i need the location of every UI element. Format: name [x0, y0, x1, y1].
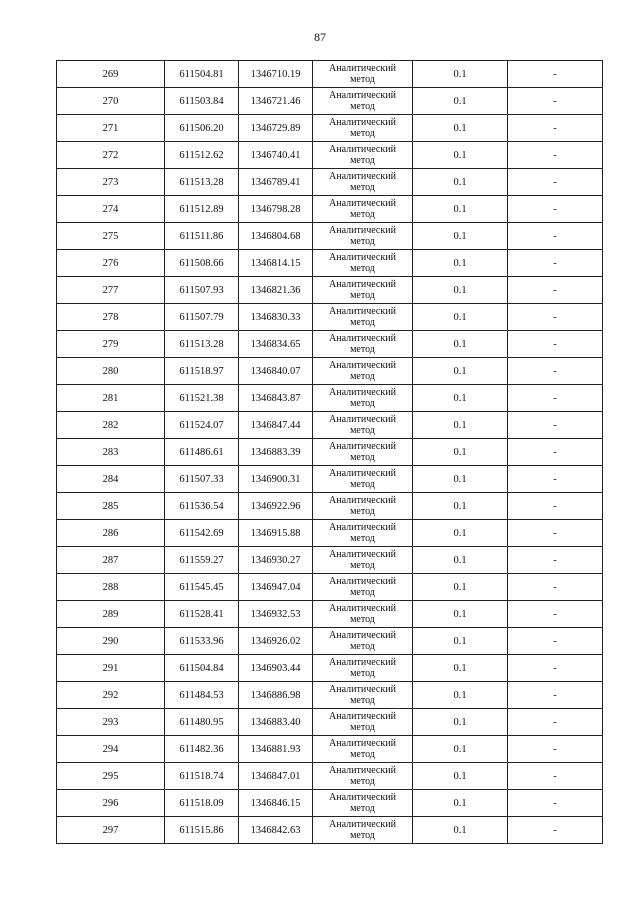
point-number-cell: 270: [57, 88, 165, 115]
point-number-cell: 269: [57, 61, 165, 88]
table-row: [57, 169, 603, 196]
point-number-cell: 292: [57, 682, 165, 709]
table-row: [57, 709, 603, 736]
point-number-cell: 277: [57, 277, 165, 304]
table-row: [57, 196, 603, 223]
method-text-line: метод: [350, 776, 375, 787]
method-text-line: Аналитический: [329, 765, 396, 776]
x-coordinate-cell: 611511.86: [165, 223, 239, 250]
method-text-line: метод: [350, 182, 375, 193]
accuracy-cell: 0.1: [413, 736, 508, 763]
y-coordinate-cell: 1346932.53: [239, 601, 313, 628]
point-number-cell: 294: [57, 736, 165, 763]
table-row: [57, 736, 603, 763]
note-cell: -: [508, 385, 603, 412]
x-coordinate-cell: 611518.74: [165, 763, 239, 790]
table-row: [57, 358, 603, 385]
y-coordinate-cell: 1346846.15: [239, 790, 313, 817]
point-number-cell: 285: [57, 493, 165, 520]
x-coordinate-cell: 611524.07: [165, 412, 239, 439]
table-row: [57, 763, 603, 790]
table-row: [57, 115, 603, 142]
note-cell: -: [508, 682, 603, 709]
method-text-line: метод: [350, 209, 375, 220]
x-coordinate-cell: 611515.86: [165, 817, 239, 844]
x-coordinate-cell: 611536.54: [165, 493, 239, 520]
method-text-line: метод: [350, 803, 375, 814]
table-row: [57, 250, 603, 277]
accuracy-cell: 0.1: [413, 628, 508, 655]
accuracy-cell: 0.1: [413, 709, 508, 736]
method-text-line: Аналитический: [329, 171, 396, 182]
point-number-cell: 279: [57, 331, 165, 358]
method-text-line: Аналитический: [329, 711, 396, 722]
method-cell: [313, 601, 413, 628]
accuracy-cell: 0.1: [413, 682, 508, 709]
table-row: [57, 61, 603, 88]
method-cell: [313, 88, 413, 115]
accuracy-cell: 0.1: [413, 196, 508, 223]
note-cell: -: [508, 817, 603, 844]
point-number-cell: 289: [57, 601, 165, 628]
method-text-line: Аналитический: [329, 468, 396, 479]
method-text-line: метод: [350, 236, 375, 247]
x-coordinate-cell: 611512.62: [165, 142, 239, 169]
method-text-line: метод: [350, 560, 375, 571]
method-cell: [313, 196, 413, 223]
table-body: [57, 61, 603, 844]
method-cell: [313, 709, 413, 736]
table-row: [57, 790, 603, 817]
point-number-cell: 271: [57, 115, 165, 142]
x-coordinate-cell: 611484.53: [165, 682, 239, 709]
method-text-line: Аналитический: [329, 144, 396, 155]
point-number-cell: 291: [57, 655, 165, 682]
y-coordinate-cell: 1346830.33: [239, 304, 313, 331]
table-row: [57, 520, 603, 547]
accuracy-cell: 0.1: [413, 169, 508, 196]
note-cell: -: [508, 601, 603, 628]
method-text-line: метод: [350, 344, 375, 355]
method-text-line: Аналитический: [329, 333, 396, 344]
method-text-line: метод: [350, 668, 375, 679]
note-cell: -: [508, 574, 603, 601]
note-cell: -: [508, 493, 603, 520]
x-coordinate-cell: 611545.45: [165, 574, 239, 601]
note-cell: -: [508, 142, 603, 169]
method-cell: [313, 115, 413, 142]
table-row: [57, 142, 603, 169]
method-cell: [313, 304, 413, 331]
x-coordinate-cell: 611507.79: [165, 304, 239, 331]
point-number-cell: 283: [57, 439, 165, 466]
method-text-line: метод: [350, 263, 375, 274]
note-cell: -: [508, 277, 603, 304]
accuracy-cell: 0.1: [413, 277, 508, 304]
note-cell: -: [508, 358, 603, 385]
method-text-line: Аналитический: [329, 117, 396, 128]
method-text-line: Аналитический: [329, 441, 396, 452]
method-text-line: метод: [350, 587, 375, 598]
method-cell: [313, 493, 413, 520]
point-number-cell: 278: [57, 304, 165, 331]
point-number-cell: 295: [57, 763, 165, 790]
x-coordinate-cell: 611504.81: [165, 61, 239, 88]
method-text-line: Аналитический: [329, 225, 396, 236]
y-coordinate-cell: 1346814.15: [239, 250, 313, 277]
method-cell: [313, 682, 413, 709]
method-text-line: Аналитический: [329, 279, 396, 290]
method-text-line: метод: [350, 506, 375, 517]
method-text-line: Аналитический: [329, 414, 396, 425]
y-coordinate-cell: 1346729.89: [239, 115, 313, 142]
method-cell: [313, 628, 413, 655]
y-coordinate-cell: 1346930.27: [239, 547, 313, 574]
accuracy-cell: 0.1: [413, 520, 508, 547]
accuracy-cell: 0.1: [413, 358, 508, 385]
point-number-cell: 282: [57, 412, 165, 439]
point-number-cell: 275: [57, 223, 165, 250]
coordinates-table: [56, 60, 603, 844]
accuracy-cell: 0.1: [413, 655, 508, 682]
method-cell: [313, 466, 413, 493]
method-text-line: Аналитический: [329, 549, 396, 560]
method-text-line: Аналитический: [329, 684, 396, 695]
x-coordinate-cell: 611512.89: [165, 196, 239, 223]
x-coordinate-cell: 611518.09: [165, 790, 239, 817]
method-text-line: метод: [350, 128, 375, 139]
method-cell: [313, 331, 413, 358]
y-coordinate-cell: 1346834.65: [239, 331, 313, 358]
x-coordinate-cell: 611480.95: [165, 709, 239, 736]
y-coordinate-cell: 1346740.41: [239, 142, 313, 169]
method-cell: [313, 412, 413, 439]
method-text-line: метод: [350, 290, 375, 301]
point-number-cell: 290: [57, 628, 165, 655]
method-cell: [313, 169, 413, 196]
table-row: [57, 223, 603, 250]
y-coordinate-cell: 1346804.68: [239, 223, 313, 250]
y-coordinate-cell: 1346847.01: [239, 763, 313, 790]
accuracy-cell: 0.1: [413, 412, 508, 439]
page-number: 87: [314, 30, 326, 44]
note-cell: -: [508, 736, 603, 763]
method-text-line: метод: [350, 155, 375, 166]
point-number-cell: 287: [57, 547, 165, 574]
table-row: [57, 412, 603, 439]
note-cell: -: [508, 223, 603, 250]
point-number-cell: 296: [57, 790, 165, 817]
table-row: [57, 682, 603, 709]
note-cell: -: [508, 790, 603, 817]
note-cell: -: [508, 115, 603, 142]
method-text-line: метод: [350, 101, 375, 112]
method-text-line: Аналитический: [329, 90, 396, 101]
note-cell: -: [508, 196, 603, 223]
y-coordinate-cell: 1346789.41: [239, 169, 313, 196]
table-row: [57, 88, 603, 115]
table-row: [57, 439, 603, 466]
accuracy-cell: 0.1: [413, 547, 508, 574]
note-cell: -: [508, 763, 603, 790]
accuracy-cell: 0.1: [413, 439, 508, 466]
method-cell: [313, 250, 413, 277]
method-text-line: Аналитический: [329, 819, 396, 830]
x-coordinate-cell: 611486.61: [165, 439, 239, 466]
method-text-line: метод: [350, 695, 375, 706]
method-text-line: метод: [350, 452, 375, 463]
x-coordinate-cell: 611513.28: [165, 331, 239, 358]
method-text-line: метод: [350, 398, 375, 409]
accuracy-cell: 0.1: [413, 601, 508, 628]
accuracy-cell: 0.1: [413, 493, 508, 520]
x-coordinate-cell: 611507.33: [165, 466, 239, 493]
y-coordinate-cell: 1346922.96: [239, 493, 313, 520]
y-coordinate-cell: 1346903.44: [239, 655, 313, 682]
x-coordinate-cell: 611542.69: [165, 520, 239, 547]
method-text-line: метод: [350, 533, 375, 544]
accuracy-cell: 0.1: [413, 790, 508, 817]
point-number-cell: 272: [57, 142, 165, 169]
accuracy-cell: 0.1: [413, 817, 508, 844]
accuracy-cell: 0.1: [413, 61, 508, 88]
x-coordinate-cell: 611521.38: [165, 385, 239, 412]
accuracy-cell: 0.1: [413, 88, 508, 115]
accuracy-cell: 0.1: [413, 223, 508, 250]
method-text-line: Аналитический: [329, 576, 396, 587]
table-row: [57, 628, 603, 655]
x-coordinate-cell: 611518.97: [165, 358, 239, 385]
table-row: [57, 817, 603, 844]
method-text-line: метод: [350, 722, 375, 733]
method-text-line: Аналитический: [329, 657, 396, 668]
method-text-line: метод: [350, 479, 375, 490]
note-cell: -: [508, 547, 603, 574]
y-coordinate-cell: 1346843.87: [239, 385, 313, 412]
note-cell: -: [508, 250, 603, 277]
note-cell: -: [508, 709, 603, 736]
method-text-line: Аналитический: [329, 603, 396, 614]
method-text-line: Аналитический: [329, 252, 396, 263]
method-text-line: метод: [350, 614, 375, 625]
point-number-cell: 281: [57, 385, 165, 412]
method-cell: [313, 790, 413, 817]
point-number-cell: 274: [57, 196, 165, 223]
method-cell: [313, 655, 413, 682]
table-row: [57, 304, 603, 331]
point-number-cell: 286: [57, 520, 165, 547]
method-text-line: метод: [350, 425, 375, 436]
method-text-line: Аналитический: [329, 522, 396, 533]
x-coordinate-cell: 611528.41: [165, 601, 239, 628]
accuracy-cell: 0.1: [413, 763, 508, 790]
table-row: [57, 466, 603, 493]
method-cell: [313, 439, 413, 466]
method-text-line: метод: [350, 830, 375, 841]
note-cell: -: [508, 88, 603, 115]
note-cell: -: [508, 655, 603, 682]
method-cell: [313, 520, 413, 547]
method-cell: [313, 574, 413, 601]
method-text-line: Аналитический: [329, 738, 396, 749]
method-text-line: Аналитический: [329, 360, 396, 371]
y-coordinate-cell: 1346798.28: [239, 196, 313, 223]
accuracy-cell: 0.1: [413, 385, 508, 412]
point-number-cell: 273: [57, 169, 165, 196]
method-cell: [313, 61, 413, 88]
note-cell: -: [508, 628, 603, 655]
point-number-cell: 293: [57, 709, 165, 736]
method-cell: [313, 142, 413, 169]
y-coordinate-cell: 1346883.39: [239, 439, 313, 466]
y-coordinate-cell: 1346886.98: [239, 682, 313, 709]
accuracy-cell: 0.1: [413, 466, 508, 493]
y-coordinate-cell: 1346842.63: [239, 817, 313, 844]
accuracy-cell: 0.1: [413, 304, 508, 331]
method-cell: [313, 223, 413, 250]
note-cell: -: [508, 466, 603, 493]
method-text-line: Аналитический: [329, 198, 396, 209]
method-text-line: метод: [350, 641, 375, 652]
accuracy-cell: 0.1: [413, 574, 508, 601]
method-text-line: метод: [350, 74, 375, 85]
note-cell: -: [508, 439, 603, 466]
x-coordinate-cell: 611513.28: [165, 169, 239, 196]
table-row: [57, 277, 603, 304]
method-cell: [313, 277, 413, 304]
x-coordinate-cell: 611482.36: [165, 736, 239, 763]
x-coordinate-cell: 611533.96: [165, 628, 239, 655]
method-text-line: Аналитический: [329, 630, 396, 641]
note-cell: -: [508, 412, 603, 439]
method-text-line: метод: [350, 317, 375, 328]
table-row: [57, 601, 603, 628]
method-text-line: Аналитический: [329, 387, 396, 398]
y-coordinate-cell: 1346721.46: [239, 88, 313, 115]
method-cell: [313, 547, 413, 574]
y-coordinate-cell: 1346947.04: [239, 574, 313, 601]
accuracy-cell: 0.1: [413, 250, 508, 277]
y-coordinate-cell: 1346821.36: [239, 277, 313, 304]
method-cell: [313, 358, 413, 385]
x-coordinate-cell: 611559.27: [165, 547, 239, 574]
y-coordinate-cell: 1346926.02: [239, 628, 313, 655]
table-row: [57, 574, 603, 601]
x-coordinate-cell: 611506.20: [165, 115, 239, 142]
point-number-cell: 284: [57, 466, 165, 493]
note-cell: -: [508, 331, 603, 358]
table-row: [57, 385, 603, 412]
method-text-line: Аналитический: [329, 792, 396, 803]
method-cell: [313, 817, 413, 844]
method-cell: [313, 385, 413, 412]
x-coordinate-cell: 611507.93: [165, 277, 239, 304]
point-number-cell: 276: [57, 250, 165, 277]
method-text-line: метод: [350, 749, 375, 760]
point-number-cell: 288: [57, 574, 165, 601]
y-coordinate-cell: 1346883.40: [239, 709, 313, 736]
y-coordinate-cell: 1346840.07: [239, 358, 313, 385]
y-coordinate-cell: 1346915.88: [239, 520, 313, 547]
method-cell: [313, 736, 413, 763]
table-row: [57, 547, 603, 574]
note-cell: -: [508, 304, 603, 331]
method-text-line: Аналитический: [329, 495, 396, 506]
method-text-line: Аналитический: [329, 306, 396, 317]
y-coordinate-cell: 1346900.31: [239, 466, 313, 493]
method-text-line: Аналитический: [329, 63, 396, 74]
x-coordinate-cell: 611508.66: [165, 250, 239, 277]
accuracy-cell: 0.1: [413, 142, 508, 169]
point-number-cell: 280: [57, 358, 165, 385]
note-cell: -: [508, 520, 603, 547]
method-text-line: метод: [350, 371, 375, 382]
x-coordinate-cell: 611503.84: [165, 88, 239, 115]
method-cell: [313, 763, 413, 790]
x-coordinate-cell: 611504.84: [165, 655, 239, 682]
y-coordinate-cell: 1346881.93: [239, 736, 313, 763]
y-coordinate-cell: 1346710.19: [239, 61, 313, 88]
table-row: [57, 655, 603, 682]
point-number-cell: 297: [57, 817, 165, 844]
y-coordinate-cell: 1346847.44: [239, 412, 313, 439]
table-row: [57, 331, 603, 358]
note-cell: -: [508, 61, 603, 88]
note-cell: -: [508, 169, 603, 196]
table-row: [57, 493, 603, 520]
accuracy-cell: 0.1: [413, 115, 508, 142]
accuracy-cell: 0.1: [413, 331, 508, 358]
